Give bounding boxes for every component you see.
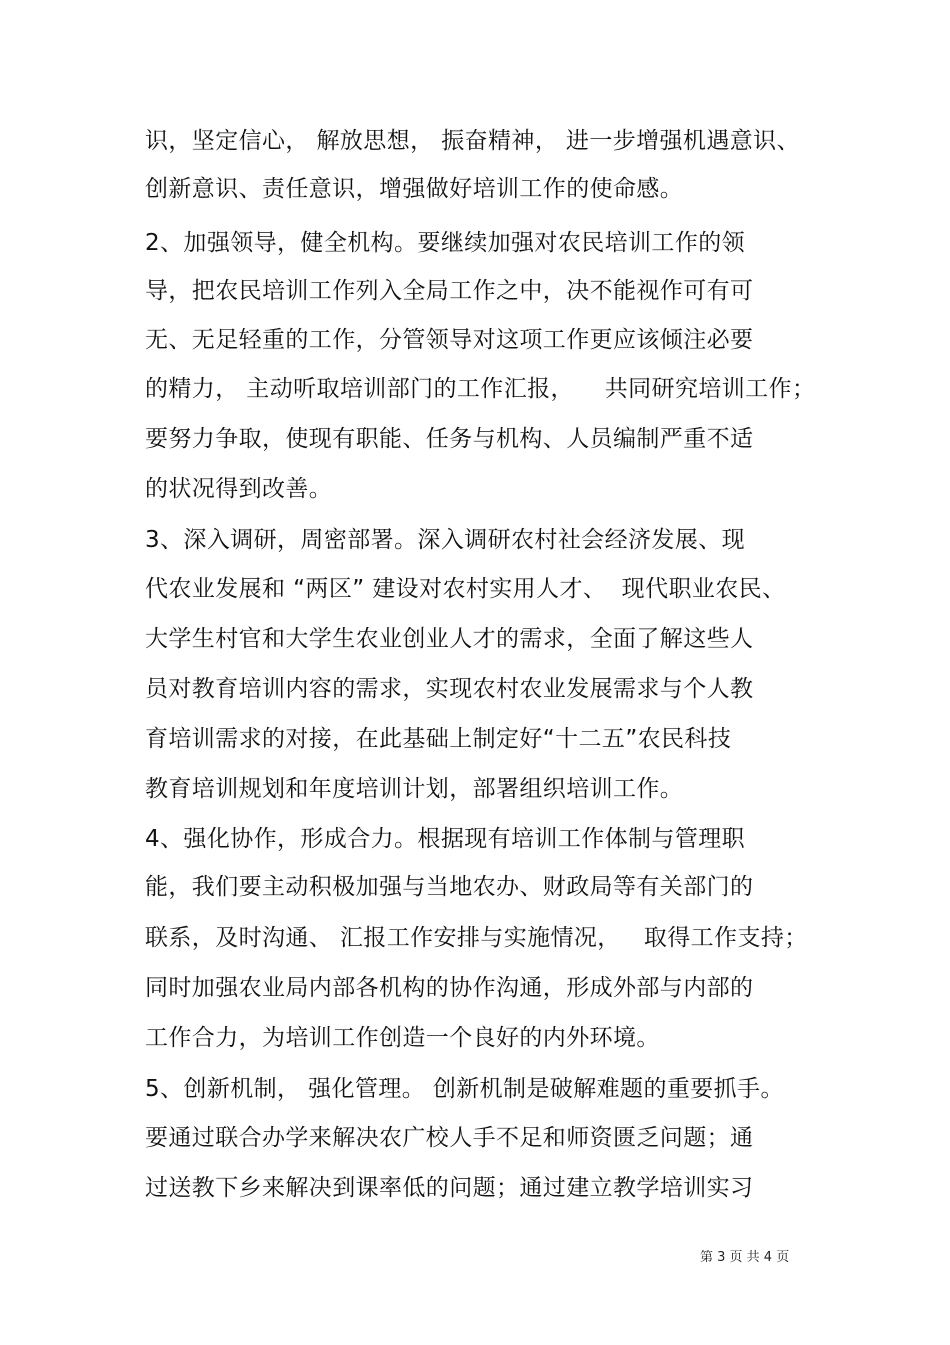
body-text-line: 5、创新机制， 强化管理。 创新机制是破解难题的重要抓手。: [145, 1076, 784, 1102]
body-text-line: 创新意识、责任意识，增强做好培训工作的使命感。: [145, 176, 684, 202]
body-text-line: 教育培训规划和年度培训计划，部署组织培训工作。: [145, 776, 684, 802]
body-text-line: 大学生村官和大学生农业创业人才的需求，全面了解这些人: [145, 626, 754, 652]
body-text-line: 的精力， 主动听取培训部门的工作汇报， 共同研究培训工作；: [145, 376, 816, 402]
body-text-line: 2、加强领导，健全机构。要继续加强对农民培训工作的领: [145, 230, 746, 256]
page-number-footer: 第 3 页 共 4 页: [700, 1250, 790, 1265]
body-text-line: 的状况得到改善。: [145, 476, 333, 502]
body-text-line: 过送教下乡来解决到课率低的问题；通过建立教学培训实习: [145, 1175, 754, 1201]
body-text-line: 要努力争取，使现有职能、任务与机构、人员编制严重不适: [145, 426, 754, 452]
body-text-line: 同时加强农业局内部各机构的协作沟通，形成外部与内部的: [145, 975, 754, 1001]
body-text-line: 无、无足轻重的工作，分管领导对这项工作更应该倾注必要: [145, 327, 754, 353]
body-text-line: 联系，及时沟通、 汇报工作安排与实施情况， 取得工作支持；: [145, 925, 808, 951]
body-text-line: 4、强化协作，形成合力。根据现有培训工作体制与管理职: [145, 826, 746, 852]
body-text-line: 育培训需求的对接，在此基础上制定好“十二五”农民科技: [145, 726, 732, 752]
body-text-line: 代农业发展和 “两区” 建设对农村实用人才、 现代职业农民、: [145, 576, 786, 602]
body-text-line: 员对教育培训内容的需求，实现农村农业发展需求与个人教: [145, 676, 754, 702]
body-text-line: 3、深入调研，周密部署。深入调研农村社会经济发展、现: [145, 527, 746, 553]
body-text-line: 要通过联合办学来解决农广校人手不足和师资匮乏问题；通: [145, 1125, 754, 1151]
body-text-line: 工作合力，为培训工作创造一个良好的内外环境。: [145, 1025, 660, 1051]
body-text-line: 导，把农民培训工作列入全局工作之中，决不能视作可有可: [145, 278, 754, 304]
body-text-line: 识，坚定信心， 解放思想， 振奋精神， 进一步增强机遇意识、: [145, 128, 800, 154]
body-text-line: 能，我们要主动积极加强与当地农办、财政局等有关部门的: [145, 874, 754, 900]
